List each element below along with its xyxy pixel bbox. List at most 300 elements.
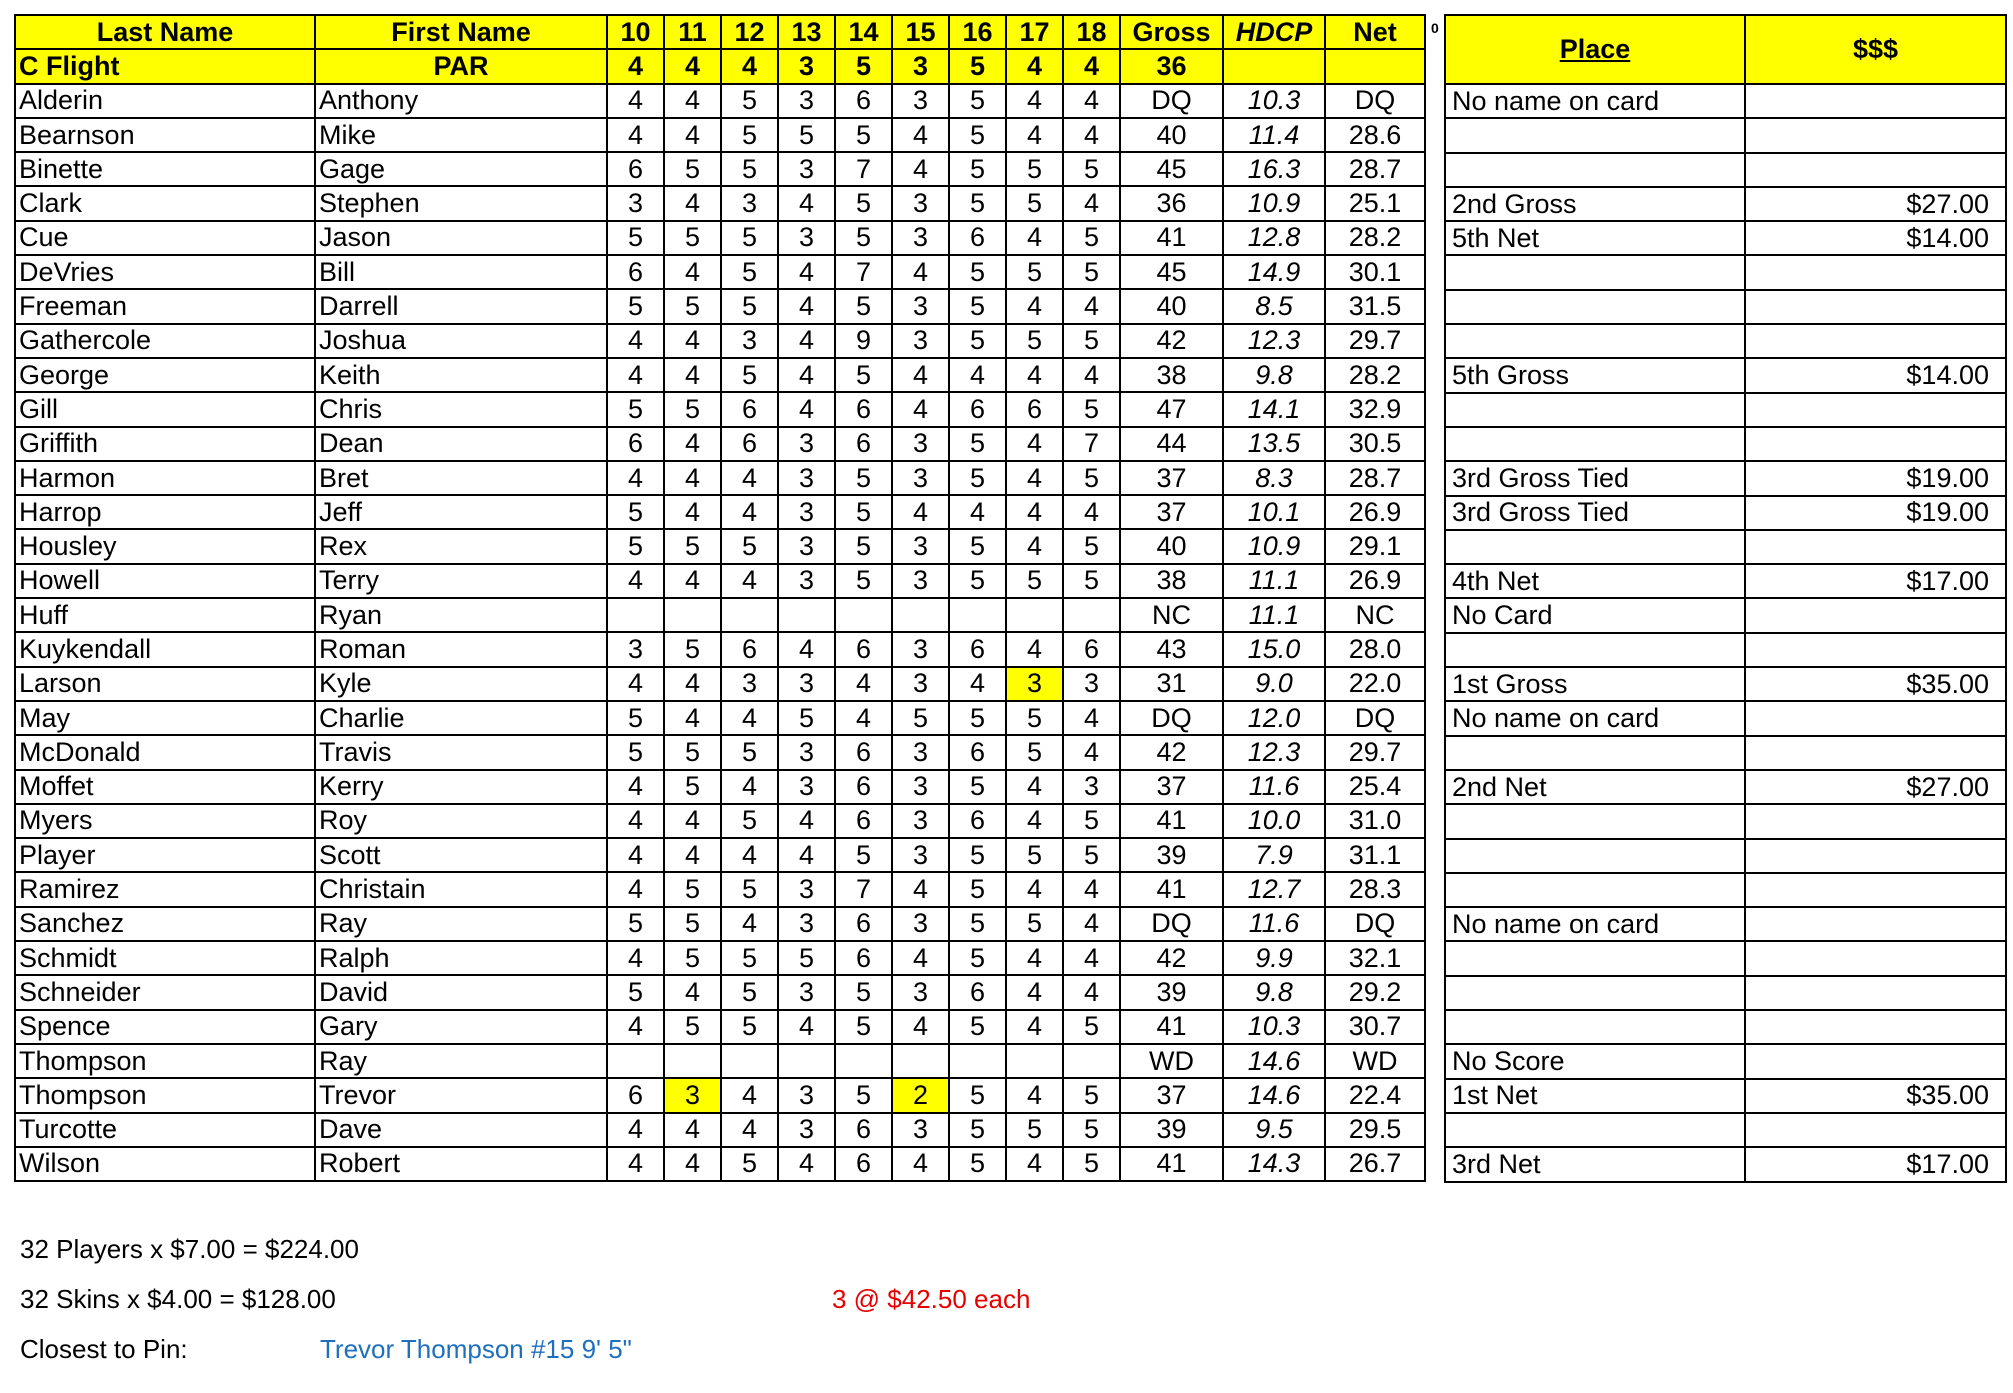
- gross-cell: 41: [1120, 804, 1223, 838]
- first-name-cell: Keith: [315, 358, 607, 392]
- hole-score-cell: 4: [778, 324, 835, 358]
- hole-score-cell: 4: [1006, 84, 1063, 118]
- net-cell: 28.2: [1325, 358, 1425, 392]
- skins-total: 32 Skins x $4.00 = $128.00: [20, 1284, 336, 1314]
- hole-score-cell: 4: [949, 495, 1006, 529]
- last-name-cell: Alderin: [15, 84, 315, 118]
- hole-score-cell: 3: [607, 632, 664, 666]
- hole-score-cell: 6: [835, 804, 892, 838]
- prize-row: [1445, 153, 2006, 187]
- money-cell: [1745, 427, 2006, 461]
- hole-score-cell: 5: [949, 529, 1006, 563]
- gross-cell: 44: [1120, 427, 1223, 461]
- hole-score-cell: 5: [607, 907, 664, 941]
- hole-score-cell: 4: [1006, 1010, 1063, 1044]
- hole-score-cell: 5: [664, 735, 721, 769]
- hole-score-cell: 4: [721, 1078, 778, 1112]
- prize-row: [1445, 84, 2006, 118]
- gross-cell: 45: [1120, 255, 1223, 289]
- gross-cell: 41: [1120, 872, 1223, 906]
- hole-score-cell: [607, 598, 664, 632]
- par-blank: [1223, 49, 1325, 83]
- money-cell: $19.00: [1745, 461, 2006, 495]
- hole-score-cell: 5: [835, 495, 892, 529]
- prize-row: [1445, 255, 2006, 289]
- net-cell: 30.5: [1325, 427, 1425, 461]
- money-cell: [1745, 1044, 2006, 1078]
- hole-score-cell: 5: [607, 975, 664, 1009]
- hole-score-cell: 4: [607, 84, 664, 118]
- prize-row: [1445, 976, 2006, 1010]
- hole-score-cell: 6: [835, 907, 892, 941]
- hole-score-cell: 5: [835, 358, 892, 392]
- first-name-cell: Dean: [315, 427, 607, 461]
- net-cell: 22.4: [1325, 1078, 1425, 1112]
- net-cell: 30.1: [1325, 255, 1425, 289]
- money-cell: [1745, 598, 2006, 632]
- skins-payout: 3 @ $42.50 each: [832, 1284, 1031, 1314]
- prize-row: [1445, 496, 2006, 530]
- prize-row: [1445, 1044, 2006, 1078]
- hdcp-cell: 9.9: [1223, 941, 1325, 975]
- prize-row: [1445, 118, 2006, 152]
- hole-score-cell: 4: [1063, 941, 1120, 975]
- money-cell: [1745, 976, 2006, 1010]
- hole-score-cell: 4: [949, 358, 1006, 392]
- hole-score-cell: [1063, 598, 1120, 632]
- gross-cell: DQ: [1120, 84, 1223, 118]
- hole-score-cell: 5: [835, 289, 892, 323]
- hole-score-cell: 3: [607, 186, 664, 220]
- hole-score-cell: 5: [1006, 1113, 1063, 1147]
- prize-row: [1445, 1147, 2006, 1181]
- last-name-cell: Wilson: [15, 1147, 315, 1181]
- money-cell: [1745, 530, 2006, 564]
- hole-score-cell: 3: [892, 186, 949, 220]
- money-cell: [1745, 153, 2006, 187]
- hole-score-cell: 5: [721, 872, 778, 906]
- hole-score-cell: 4: [1006, 632, 1063, 666]
- gross-cell: 43: [1120, 632, 1223, 666]
- hole-score-cell: 4: [1006, 461, 1063, 495]
- hole-score-cell: 3: [1063, 770, 1120, 804]
- hole-score-cell: 4: [664, 495, 721, 529]
- hdcp-cell: 11.1: [1223, 564, 1325, 598]
- hole-score-cell: 6: [1006, 392, 1063, 426]
- hole-score-cell: 4: [721, 838, 778, 872]
- prize-row: [1445, 393, 2006, 427]
- hole-score-cell: 5: [949, 186, 1006, 220]
- hole-score-cell: [949, 1044, 1006, 1078]
- last-name-cell: Cue: [15, 221, 315, 255]
- hdcp-cell: 9.5: [1223, 1113, 1325, 1147]
- first-name-cell: Bill: [315, 255, 607, 289]
- money-cell: $27.00: [1745, 770, 2006, 804]
- hole-score-cell: 6: [949, 735, 1006, 769]
- hole-score-cell: 4: [664, 118, 721, 152]
- money-cell: $35.00: [1745, 667, 2006, 701]
- prize-row: [1445, 736, 2006, 770]
- hole-score-cell: 5: [1063, 564, 1120, 598]
- hole-score-cell: 3: [778, 735, 835, 769]
- hole-score-cell: 3: [778, 84, 835, 118]
- hole-score-cell: 3: [1063, 667, 1120, 701]
- prize-header-row: [1445, 15, 2006, 84]
- hdcp-cell: 8.3: [1223, 461, 1325, 495]
- flight-label: C Flight: [15, 49, 315, 83]
- par-value: 3: [778, 49, 835, 83]
- hdcp-cell: 14.3: [1223, 1147, 1325, 1181]
- hole-header: 10: [607, 15, 664, 49]
- hole-score-cell: 6: [607, 1078, 664, 1112]
- net-cell: 29.5: [1325, 1113, 1425, 1147]
- net-cell: 31.1: [1325, 838, 1425, 872]
- hole-header: 13: [778, 15, 835, 49]
- hdcp-cell: 14.6: [1223, 1078, 1325, 1112]
- par-value: 4: [1063, 49, 1120, 83]
- gross-cell: NC: [1120, 598, 1223, 632]
- first-name-cell: Joshua: [315, 324, 607, 358]
- par-value: 5: [835, 49, 892, 83]
- first-name-cell: Charlie: [315, 701, 607, 735]
- money-cell: [1745, 701, 2006, 735]
- hole-score-cell: 3: [892, 461, 949, 495]
- gross-cell: 37: [1120, 1078, 1223, 1112]
- hdcp-cell: 11.1: [1223, 598, 1325, 632]
- first-name-cell: Roman: [315, 632, 607, 666]
- players-total: 32 Players x $7.00 = $224.00: [20, 1234, 359, 1264]
- hole-score-cell: 5: [1006, 255, 1063, 289]
- money-cell: [1745, 736, 2006, 770]
- player-row: [15, 1113, 1425, 1147]
- hole-score-cell: 4: [1006, 221, 1063, 255]
- money-header: $$$: [1745, 15, 2006, 84]
- hole-score-cell: 5: [949, 324, 1006, 358]
- hole-score-cell: 5: [721, 358, 778, 392]
- first-name-header: First Name: [315, 15, 607, 49]
- net-cell: 28.7: [1325, 152, 1425, 186]
- hole-score-cell: 5: [949, 564, 1006, 598]
- hole-score-cell: 4: [607, 461, 664, 495]
- hole-score-cell: 5: [1063, 1010, 1120, 1044]
- hole-score-cell: [778, 1044, 835, 1078]
- prize-row: [1445, 221, 2006, 255]
- hdcp-cell: 7.9: [1223, 838, 1325, 872]
- hole-score-cell: 4: [664, 564, 721, 598]
- hole-score-cell: [664, 1044, 721, 1078]
- par-blank: [1325, 49, 1425, 83]
- hole-score-cell: [835, 1044, 892, 1078]
- hole-score-cell: 5: [835, 975, 892, 1009]
- hole-score-cell: 5: [949, 1147, 1006, 1181]
- hole-score-cell: 4: [778, 1147, 835, 1181]
- hole-score-cell: 4: [778, 838, 835, 872]
- last-name-cell: Larson: [15, 667, 315, 701]
- hdcp-cell: 10.1: [1223, 495, 1325, 529]
- player-row: [15, 1147, 1425, 1181]
- hole-score-cell: 5: [1063, 1078, 1120, 1112]
- gross-cell: 41: [1120, 221, 1223, 255]
- hole-score-cell: 5: [835, 529, 892, 563]
- hole-score-cell: 5: [778, 701, 835, 735]
- place-cell: [1445, 804, 1745, 838]
- hole-score-cell: 5: [664, 152, 721, 186]
- hole-score-cell: 4: [892, 392, 949, 426]
- gross-cell: 39: [1120, 975, 1223, 1009]
- player-row: [15, 529, 1425, 563]
- hole-score-cell: 5: [721, 941, 778, 975]
- gross-cell: DQ: [1120, 907, 1223, 941]
- hole-score-cell: 5: [721, 975, 778, 1009]
- hole-score-cell: 6: [949, 632, 1006, 666]
- gross-cell: 31: [1120, 667, 1223, 701]
- place-cell: [1445, 736, 1745, 770]
- hole-score-cell: 4: [1006, 358, 1063, 392]
- player-row: [15, 907, 1425, 941]
- hole-score-cell: 4: [721, 564, 778, 598]
- hole-score-cell: 4: [664, 804, 721, 838]
- hole-score-cell: 4: [721, 495, 778, 529]
- hole-score-cell: 4: [607, 1147, 664, 1181]
- place-cell: 3rd Gross Tied: [1445, 496, 1745, 530]
- hole-score-cell: 4: [1006, 427, 1063, 461]
- hole-score-cell: 4: [1063, 735, 1120, 769]
- place-cell: 3rd Net: [1445, 1147, 1745, 1181]
- first-name-cell: Scott: [315, 838, 607, 872]
- hole-score-cell: 3: [778, 152, 835, 186]
- hole-score-cell: 5: [835, 564, 892, 598]
- hole-score-cell: 5: [721, 118, 778, 152]
- gross-cell: 37: [1120, 495, 1223, 529]
- prize-row: [1445, 941, 2006, 975]
- first-name-cell: Ray: [315, 907, 607, 941]
- prize-row: [1445, 564, 2006, 598]
- hole-score-cell: 5: [1063, 804, 1120, 838]
- place-cell: [1445, 1010, 1745, 1044]
- hole-score-cell: 5: [664, 907, 721, 941]
- player-row: [15, 941, 1425, 975]
- hole-score-cell: 3: [778, 461, 835, 495]
- hole-score-cell: 3: [778, 1078, 835, 1112]
- hole-score-cell: 3: [892, 529, 949, 563]
- hole-header: 11: [664, 15, 721, 49]
- hole-score-cell: 2: [892, 1078, 949, 1112]
- net-cell: 31.0: [1325, 804, 1425, 838]
- last-name-cell: Ramirez: [15, 872, 315, 906]
- hole-score-cell: 4: [607, 564, 664, 598]
- net-cell: 32.9: [1325, 392, 1425, 426]
- hole-score-cell: 4: [1006, 289, 1063, 323]
- first-name-cell: David: [315, 975, 607, 1009]
- hole-score-cell: 3: [892, 221, 949, 255]
- hdcp-cell: 9.8: [1223, 975, 1325, 1009]
- prize-row: [1445, 427, 2006, 461]
- hole-score-cell: 4: [1063, 358, 1120, 392]
- money-cell: $19.00: [1745, 496, 2006, 530]
- hole-score-cell: 5: [664, 221, 721, 255]
- net-cell: WD: [1325, 1044, 1425, 1078]
- hole-score-cell: 3: [1006, 667, 1063, 701]
- hole-score-cell: 5: [664, 392, 721, 426]
- hole-score-cell: 5: [835, 838, 892, 872]
- money-cell: [1745, 290, 2006, 324]
- hole-score-cell: [1063, 1044, 1120, 1078]
- money-cell: [1745, 873, 2006, 907]
- hole-score-cell: 4: [892, 1147, 949, 1181]
- net-cell: 29.7: [1325, 324, 1425, 358]
- hole-score-cell: 3: [778, 872, 835, 906]
- player-row: [15, 838, 1425, 872]
- last-name-cell: George: [15, 358, 315, 392]
- hole-score-cell: 5: [1063, 529, 1120, 563]
- hole-score-cell: 5: [1006, 838, 1063, 872]
- player-row: [15, 804, 1425, 838]
- last-name-cell: Thompson: [15, 1044, 315, 1078]
- hole-score-cell: 3: [892, 84, 949, 118]
- hole-score-cell: 5: [664, 872, 721, 906]
- hole-score-cell: 6: [949, 975, 1006, 1009]
- gross-cell: WD: [1120, 1044, 1223, 1078]
- hole-score-cell: 4: [778, 289, 835, 323]
- place-cell: 3rd Gross Tied: [1445, 461, 1745, 495]
- prize-row: [1445, 358, 2006, 392]
- hole-score-cell: 3: [892, 324, 949, 358]
- hole-score-cell: 5: [949, 1078, 1006, 1112]
- money-cell: [1745, 907, 2006, 941]
- hole-score-cell: 5: [1006, 907, 1063, 941]
- hdcp-cell: 12.0: [1223, 701, 1325, 735]
- money-cell: [1745, 393, 2006, 427]
- place-cell: [1445, 633, 1745, 667]
- place-cell: [1445, 255, 1745, 289]
- player-row: [15, 84, 1425, 118]
- place-cell: 2nd Net: [1445, 770, 1745, 804]
- gross-cell: 42: [1120, 941, 1223, 975]
- last-name-cell: Housley: [15, 529, 315, 563]
- hole-score-cell: 4: [664, 701, 721, 735]
- hole-score-cell: 5: [721, 221, 778, 255]
- hole-score-cell: 4: [721, 701, 778, 735]
- place-cell: [1445, 941, 1745, 975]
- money-cell: $14.00: [1745, 221, 2006, 255]
- hole-score-cell: 5: [1006, 152, 1063, 186]
- hole-score-cell: 3: [892, 289, 949, 323]
- hole-score-cell: 6: [835, 1113, 892, 1147]
- hole-score-cell: 3: [778, 1113, 835, 1147]
- net-cell: 30.7: [1325, 1010, 1425, 1044]
- hole-score-cell: 4: [778, 255, 835, 289]
- hole-score-cell: 5: [607, 221, 664, 255]
- first-name-cell: Ray: [315, 1044, 607, 1078]
- gross-cell: 38: [1120, 358, 1223, 392]
- last-name-cell: Kuykendall: [15, 632, 315, 666]
- hdcp-cell: 14.9: [1223, 255, 1325, 289]
- net-cell: 29.1: [1325, 529, 1425, 563]
- last-name-cell: Howell: [15, 564, 315, 598]
- gross-cell: 40: [1120, 289, 1223, 323]
- player-row: [15, 324, 1425, 358]
- hole-score-cell: 3: [778, 221, 835, 255]
- hole-score-cell: 5: [721, 289, 778, 323]
- player-row: [15, 770, 1425, 804]
- player-row: [15, 392, 1425, 426]
- hole-score-cell: 5: [607, 701, 664, 735]
- hole-score-cell: 4: [664, 1113, 721, 1147]
- hole-score-cell: 3: [892, 907, 949, 941]
- hole-score-cell: 6: [1063, 632, 1120, 666]
- hole-score-cell: 5: [949, 152, 1006, 186]
- money-cell: [1745, 84, 2006, 118]
- hole-score-cell: 6: [835, 941, 892, 975]
- gross-cell: 41: [1120, 1010, 1223, 1044]
- place-cell: [1445, 873, 1745, 907]
- hole-score-cell: 5: [949, 1113, 1006, 1147]
- first-name-cell: Rex: [315, 529, 607, 563]
- prize-row: [1445, 1010, 2006, 1044]
- hole-score-cell: 4: [721, 907, 778, 941]
- first-name-cell: Terry: [315, 564, 607, 598]
- hdcp-cell: 14.6: [1223, 1044, 1325, 1078]
- hole-score-cell: 5: [949, 907, 1006, 941]
- hole-score-cell: 4: [607, 804, 664, 838]
- hole-score-cell: [607, 1044, 664, 1078]
- place-cell: [1445, 393, 1745, 427]
- hole-score-cell: 4: [892, 358, 949, 392]
- hole-score-cell: 5: [721, 1010, 778, 1044]
- hole-score-cell: 7: [835, 872, 892, 906]
- hdcp-cell: 12.3: [1223, 324, 1325, 358]
- gross-cell: 45: [1120, 152, 1223, 186]
- place-header: Place: [1445, 15, 1745, 84]
- hole-score-cell: 3: [778, 667, 835, 701]
- hole-score-cell: 4: [607, 118, 664, 152]
- last-name-cell: Moffet: [15, 770, 315, 804]
- money-cell: [1745, 255, 2006, 289]
- money-cell: [1745, 839, 2006, 873]
- hole-header: 15: [892, 15, 949, 49]
- hole-score-cell: 4: [778, 804, 835, 838]
- last-name-cell: Schneider: [15, 975, 315, 1009]
- money-cell: [1745, 118, 2006, 152]
- hole-header: 12: [721, 15, 778, 49]
- gross-header: Gross: [1120, 15, 1223, 49]
- prize-row: [1445, 1113, 2006, 1147]
- hole-score-cell: 4: [892, 255, 949, 289]
- first-name-cell: Jason: [315, 221, 607, 255]
- first-name-cell: Robert: [315, 1147, 607, 1181]
- hdcp-cell: 9.8: [1223, 358, 1325, 392]
- place-cell: [1445, 839, 1745, 873]
- closest-to-pin-label: Closest to Pin:: [20, 1334, 188, 1364]
- net-cell: 28.6: [1325, 118, 1425, 152]
- hole-score-cell: 4: [607, 770, 664, 804]
- hole-score-cell: 4: [607, 358, 664, 392]
- prize-body: [1445, 84, 2006, 1182]
- gross-cell: 42: [1120, 324, 1223, 358]
- par-value: 5: [949, 49, 1006, 83]
- hole-score-cell: 3: [892, 975, 949, 1009]
- hole-score-cell: 5: [721, 735, 778, 769]
- prize-row: [1445, 873, 2006, 907]
- hole-score-cell: 4: [664, 324, 721, 358]
- hole-score-cell: 4: [607, 667, 664, 701]
- place-cell: [1445, 976, 1745, 1010]
- hole-score-cell: 4: [892, 1010, 949, 1044]
- hdcp-cell: 12.3: [1223, 735, 1325, 769]
- last-name-cell: Harrop: [15, 495, 315, 529]
- hole-score-cell: [721, 1044, 778, 1078]
- hole-score-cell: 6: [835, 392, 892, 426]
